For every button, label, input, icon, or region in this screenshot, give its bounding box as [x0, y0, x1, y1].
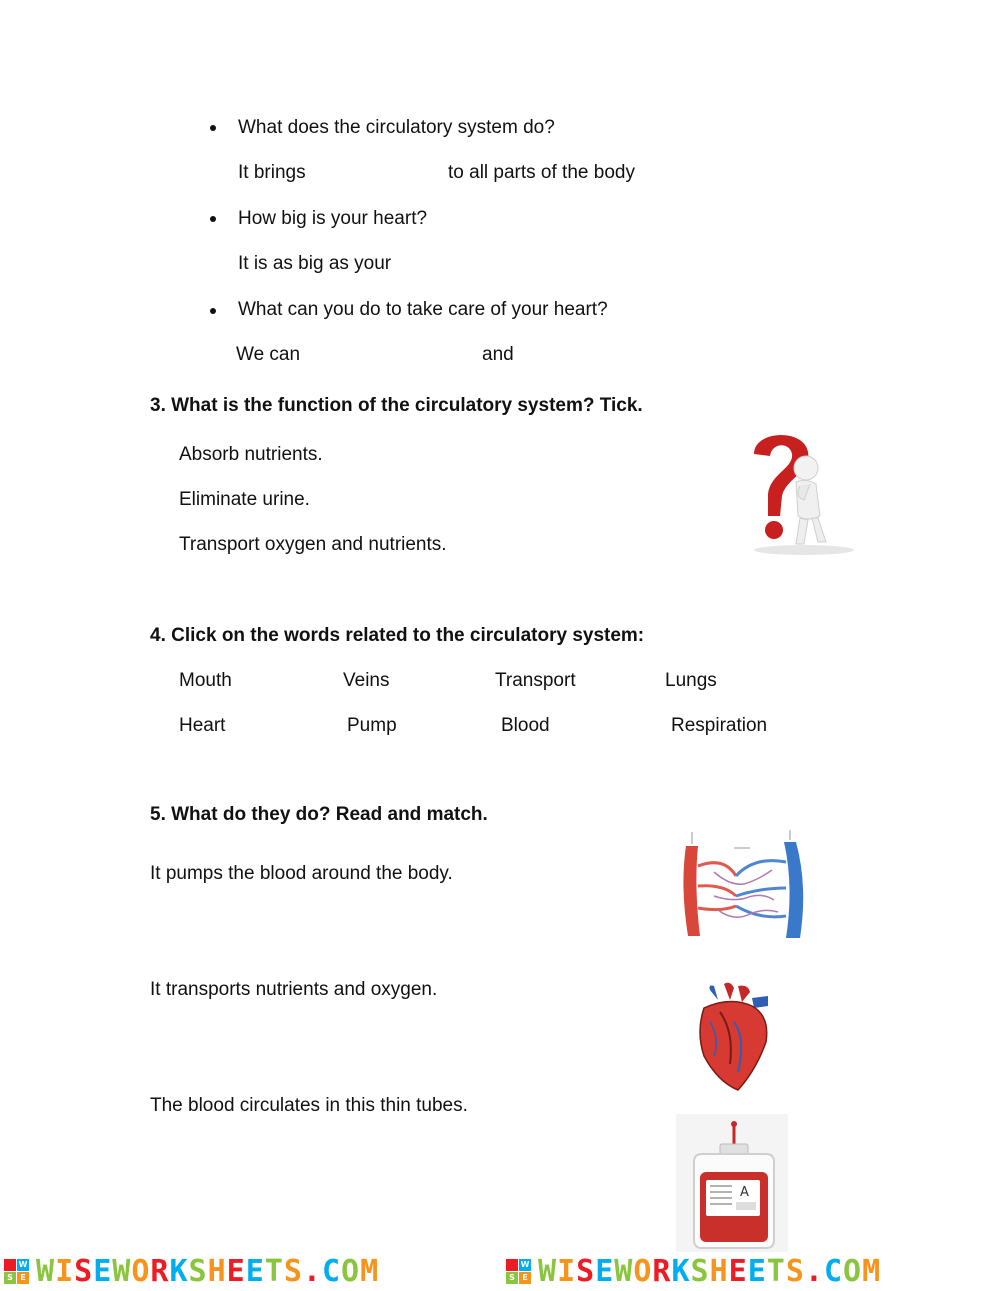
brand-letter: E — [245, 1254, 265, 1289]
logo-letter: W — [18, 1260, 28, 1269]
brand-text — [36, 1254, 379, 1290]
brand-letter: O — [341, 1254, 361, 1289]
brand-letter: S — [690, 1254, 710, 1289]
brand-letter: C — [321, 1254, 341, 1289]
heart-image[interactable] — [690, 982, 774, 1094]
brand-letter: S — [188, 1254, 208, 1289]
word-option[interactable]: Veins — [343, 670, 390, 691]
logo-letter: S — [4, 1272, 16, 1284]
brand-letter: W — [112, 1254, 132, 1289]
brand-letter: E — [93, 1254, 113, 1289]
brand-letter: W — [614, 1254, 634, 1289]
brand-letter: S — [283, 1254, 303, 1289]
match-sentence[interactable]: It transports nutrients and oxygen. — [150, 979, 438, 1000]
bullet — [210, 216, 216, 222]
word-option[interactable]: Pump — [347, 715, 397, 736]
bullet — [210, 308, 216, 314]
blood-type-label: A — [740, 1185, 749, 1200]
word-option[interactable]: Blood — [501, 715, 550, 736]
brand-letter: . — [302, 1254, 322, 1289]
tick-option[interactable]: Absorb nutrients. — [179, 444, 323, 465]
blood-vessels-image[interactable] — [674, 826, 804, 948]
brand-letter: E — [595, 1254, 615, 1289]
question-text: How big is your heart? — [238, 208, 428, 229]
logo-letter: E — [519, 1272, 531, 1284]
brand-letter: K — [169, 1254, 189, 1289]
brand-letter: W — [538, 1254, 558, 1289]
word-option[interactable]: Lungs — [665, 670, 717, 691]
brand-letter: E — [226, 1254, 246, 1289]
brand-letter: . — [804, 1254, 824, 1289]
brand-letter: T — [264, 1254, 284, 1289]
word-option[interactable]: Transport — [495, 670, 576, 691]
brand-letter: C — [823, 1254, 843, 1289]
section-heading: 3. What is the function of the circulatory system? Tick. — [150, 395, 643, 416]
section-heading: 4. Click on the words related to the circulatory system: — [150, 625, 645, 646]
brand-text — [538, 1254, 881, 1290]
bullet — [210, 125, 216, 131]
brand-letter: S — [576, 1254, 596, 1289]
brand-letter: R — [150, 1254, 170, 1289]
brand-letter: H — [207, 1254, 227, 1289]
word-option[interactable]: Mouth — [179, 670, 232, 691]
answer-start: It brings — [238, 162, 306, 183]
question-text: What can you do to take care of your heart? — [238, 299, 608, 320]
brand-letter: S — [74, 1254, 94, 1289]
logo-letter: S — [506, 1272, 518, 1284]
blood-bag-image[interactable] — [676, 1114, 788, 1252]
brand-letter: O — [633, 1254, 653, 1289]
word-option[interactable]: Respiration — [671, 715, 768, 736]
answer-end: and — [482, 344, 514, 365]
tick-option[interactable]: Transport oxygen and nutrients. — [179, 534, 447, 555]
brand-letter: E — [747, 1254, 767, 1289]
logo-letter: W — [520, 1260, 530, 1269]
answer-start: We can — [236, 344, 301, 365]
footer-watermark — [0, 1252, 1000, 1291]
answer-start: It is as big as your — [238, 253, 392, 274]
logo-letter: E — [17, 1272, 29, 1284]
brand-letter: I — [55, 1254, 75, 1289]
brand-letter: K — [671, 1254, 691, 1289]
match-sentence[interactable]: It pumps the blood around the body. — [150, 863, 453, 884]
brand-letter: H — [709, 1254, 729, 1289]
brand-letter: R — [652, 1254, 672, 1289]
brand-letter: I — [557, 1254, 577, 1289]
brand-letter: E — [728, 1254, 748, 1289]
brand-letter: O — [131, 1254, 151, 1289]
question-text: What does the circulatory system do? — [238, 117, 555, 138]
section-heading: 5. What do they do? Read and match. — [150, 804, 488, 825]
brand-letter: T — [766, 1254, 786, 1289]
question-mark-figure — [724, 424, 860, 556]
brand-letter: O — [843, 1254, 863, 1289]
brand-letter: S — [785, 1254, 805, 1289]
answer-end: to all parts of the body — [448, 162, 635, 183]
brand-letter: W — [36, 1254, 56, 1289]
tick-option[interactable]: Eliminate urine. — [179, 489, 310, 510]
brand-letter: M — [360, 1254, 380, 1289]
match-sentence[interactable]: The blood circulates in this thin tubes. — [150, 1095, 468, 1116]
word-option[interactable]: Heart — [179, 715, 226, 736]
brand-letter: M — [862, 1254, 882, 1289]
